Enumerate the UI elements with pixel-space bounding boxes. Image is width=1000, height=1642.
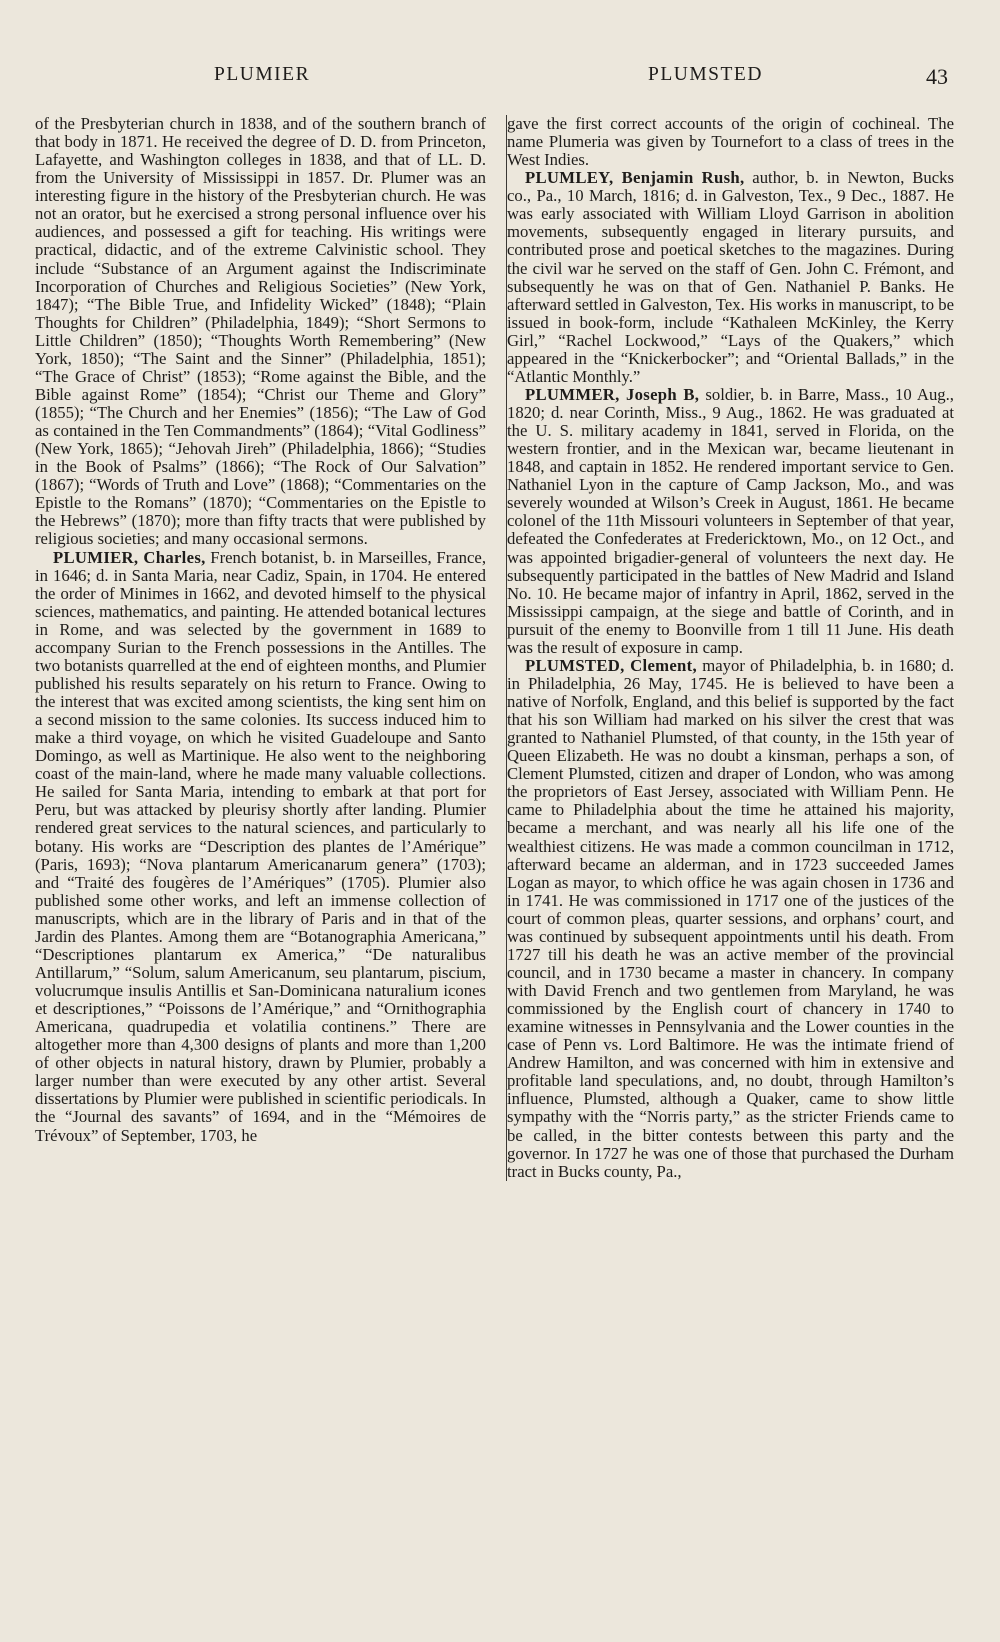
- plumley-entry-body: author, b. in Newton, Bucks co., Pa., 10 March, 1816; d. in Galveston, Tex., 9 Dec., 1887. He was early associated with William Lloyd Garrison in abolition movements, subsequently engaged in literary pursuits, and contributed prose and poetical sketches to the magazines. During the civil war he served on the staff of Gen. John C. Frémont, and subsequently he was on that of Gen. Nathaniel P. Banks. He afterward settled in Galveston, Tex. His works in manuscript, to be issued in book-form, include “Kathaleen McKinley, the Kerry Girl,” “Rachel Lockwood,” “Lays of the Quakers,” which appeared in the “Knickerbocker”; and “Oriental Ballads,” in the “Atlantic Monthly.”: [507, 168, 954, 386]
- plumier-entry-body: French botanist, b. in Marseilles, France, in 1646; d. in Santa Maria, near Cadiz, Spain, in 1704. He entered the order of Minimes in 1662, and devoted himself to the physical sciences, mathematics, and painting. He attended botanical lectures in Rome, and was selected by the government in 1689 to accompany Surian to the French possessions in the Antilles. The two botanists quarrelled at the end of eighteen months, and Plumier published his results separately on his return to France. Owing to the interest that was excited among scientists, the king sent him on a second mission to the same colonies. Its success induced him to make a third voyage, on which he visited Guadeloupe and Santo Domingo, as well as Martinique. He also went to the neighboring coast of the main-land, where he made many valuable collections. He sailed for Santa Maria, intending to embark at that port for Peru, but was attacked by pleurisy shortly after landing. Plumier rendered great services to the natural sciences, and particularly to botany. His works are “Description des plantes de l’Amérique” (Paris, 1693); “Nova plantarum Americanarum genera” (1703); and “Traité des fougères de l’Amériques” (1705). Plumier also published some other works, and left an immense collection of manuscripts, which are in the library of Paris and in that of the Jardin des Plantes. Among them are “Botanographia Americana,” “Descriptiones plantarum ex America,” “De naturalibus Antillarum,” “Solum, salum Americanum, seu plantarum, piscium, volucrumque insulis Antillis et San-Dominicana naturalium icones et descriptiones,” “Poissons de l’Amérique,” and “Ornithographia Americana, quadrupedia et volatilia continens.” There are altogether more than 4,300 designs of plants and more than 1,200 of other objects in natural history, drawn by Plumier, probably a larger number than were executed by any other artist. Several dissertations by Plumier were published in scientific periodicals. In the “Journal des savants” of 1694, and in the “Mémoires de Trévoux” of September, 1703, he: [35, 547, 486, 1145]
- running-head-left: PLUMIER: [214, 64, 311, 85]
- left-column: [35, 115, 486, 1145]
- plumier-entry-continuation: gave the first correct accounts of the origin of cochineal. The name Plumeria was given by Tournefort to a class of trees in the West Indies.: [507, 114, 954, 170]
- plumsted-entry-heading: PLUMSTED, Clement,: [525, 655, 697, 675]
- plumier-entry: [35, 549, 486, 1145]
- plumier-entry-heading: PLUMIER, Charles,: [53, 547, 206, 567]
- plumley-entry-heading: PLUMLEY, Benjamin Rush,: [525, 168, 745, 188]
- plummer-entry-heading: PLUMMER, Joseph B,: [525, 384, 700, 404]
- plummer-entry-body: soldier, b. in Barre, Mass., 10 Aug., 1820; d. near Corinth, Miss., 9 Aug., 1862. He was graduated at the U. S. military academy in 1841, served in Florida, on the western frontier, and in the Mexican war, became lieutenant in 1848, and captain in 1852. He rendered important service to Gen. Nathaniel Lyon in the capture of Camp Jackson, Mo., and was severely wounded at Wilson’s Creek in August, 1861. He became colonel of the 11th Missouri volunteers in September of that year, defeated the Confederates at Fredericktown, Mo., on 12 Oct., and was appointed brigadier-general of volunteers the next day. He subsequently participated in the battles of New Madrid and Island No. 10. He became major of infantry in April, 1862, served in the Mississippi campaign, at the siege and battle of Corinth, and in pursuit of the enemy to Boonville from 1 till 11 June. His death was the result of exposure in camp.: [507, 384, 954, 657]
- plummer-entry: [507, 386, 954, 657]
- right-column: [506, 115, 954, 1181]
- page-number: 43: [926, 64, 948, 89]
- plumsted-entry: [507, 657, 954, 1181]
- plumsted-entry-body: mayor of Philadelphia, b. in 1680; d. in Philadelphia, 26 May, 1745. He is believed to have been a native of Norfolk, England, and this belief is supported by the fact that his son William had marked on his silver the crest that was granted to Nathaniel Plumsted, of that county, in the 15th year of Queen Elizabeth. He was no doubt a kinsman, perhaps a son, of Clement Plumsted, citizen and draper of London, who was among the proprietors of East Jersey, associated with William Penn. He came to Philadelphia about the time he attained his majority, became a merchant, and was nearly all his life one of the wealthiest citizens. He was made a common councilman in 1712, afterward became an alderman, and in 1723 succeeded James Logan as mayor, to which office he was again chosen in 1736 and in 1741. He was commissioned in 1717 one of the justices of the court of common pleas, quarter sessions, and orphans’ court, and was continued by subsequent appointments until his death. From 1727 till his death he was an active member of the provincial council, and in 1730 became a master in chancery. In company with David French and two gentlemen from Maryland, he was commissioned by the English court of chancery in 1740 to examine witnesses in Pennsylvania and the Lower counties in the case of Penn vs. Lord Baltimore. He was the intimate friend of Andrew Hamilton, and was concerned with him in extensive and profitable land speculations, and, no doubt, through Hamilton’s influence, Plumsted, although a Quaker, came to show little sympathy with the “Norris party,” as the stricter Friends came to be called, in the bitter contests between this party and the governor. In 1727 he was one of those that purchased the Durham tract in Bucks county, Pa.,: [507, 655, 955, 1181]
- plumley-entry: [507, 169, 954, 386]
- plumer-entry-continuation: of the Presbyterian church in 1838, and of the southern branch of that body in 1871. He received the degree of D. D. from Princeton, Lafayette, and Washington colleges in 1838, and that of LL. D. from the University of Mississippi in 1857. Dr. Plumer was an interesting figure in the history of the Presbyterian church. He was not an orator, but he exercised a strong personal influence over his audiences, and possessed a gift for teaching. His writings were practical, didactic, and of the extreme Calvinistic school. They include “Substance of an Argument against the Indiscriminate Incorporation of Churches and Religious Societies” (New York, 1847); “The Bible True, and Infidelity Wicked” (1848); “Plain Thoughts for Children” (Philadelphia, 1849); “Short Sermons to Little Children” (1850); “Thoughts Worth Remembering” (New York, 1850); “The Saint and the Sinner” (Philadelphia, 1851); “The Grace of Christ” (1853); “Rome against the Bible, and the Bible against Rome” (1854); “Christ our Theme and Glory” (1855); “The Church and her Enemies” (1856); “The Law of God as contained in the Ten Commandments” (1864); “Vital Godliness” (New York, 1865); “Jehovah Jireh” (Philadelphia, 1866); “Studies in the Book of Psalms” (1866); “The Rock of Our Salvation” (1867); “Words of Truth and Love” (1868); “Commentaries on the Epistle to the Romans” (1870); “Commentaries on the Epistle to the Hebrews” (1870); more than fifty tracts that were published by religious societies; and many occasional sermons.: [35, 114, 486, 549]
- running-head-right: PLUMSTED: [648, 64, 763, 85]
